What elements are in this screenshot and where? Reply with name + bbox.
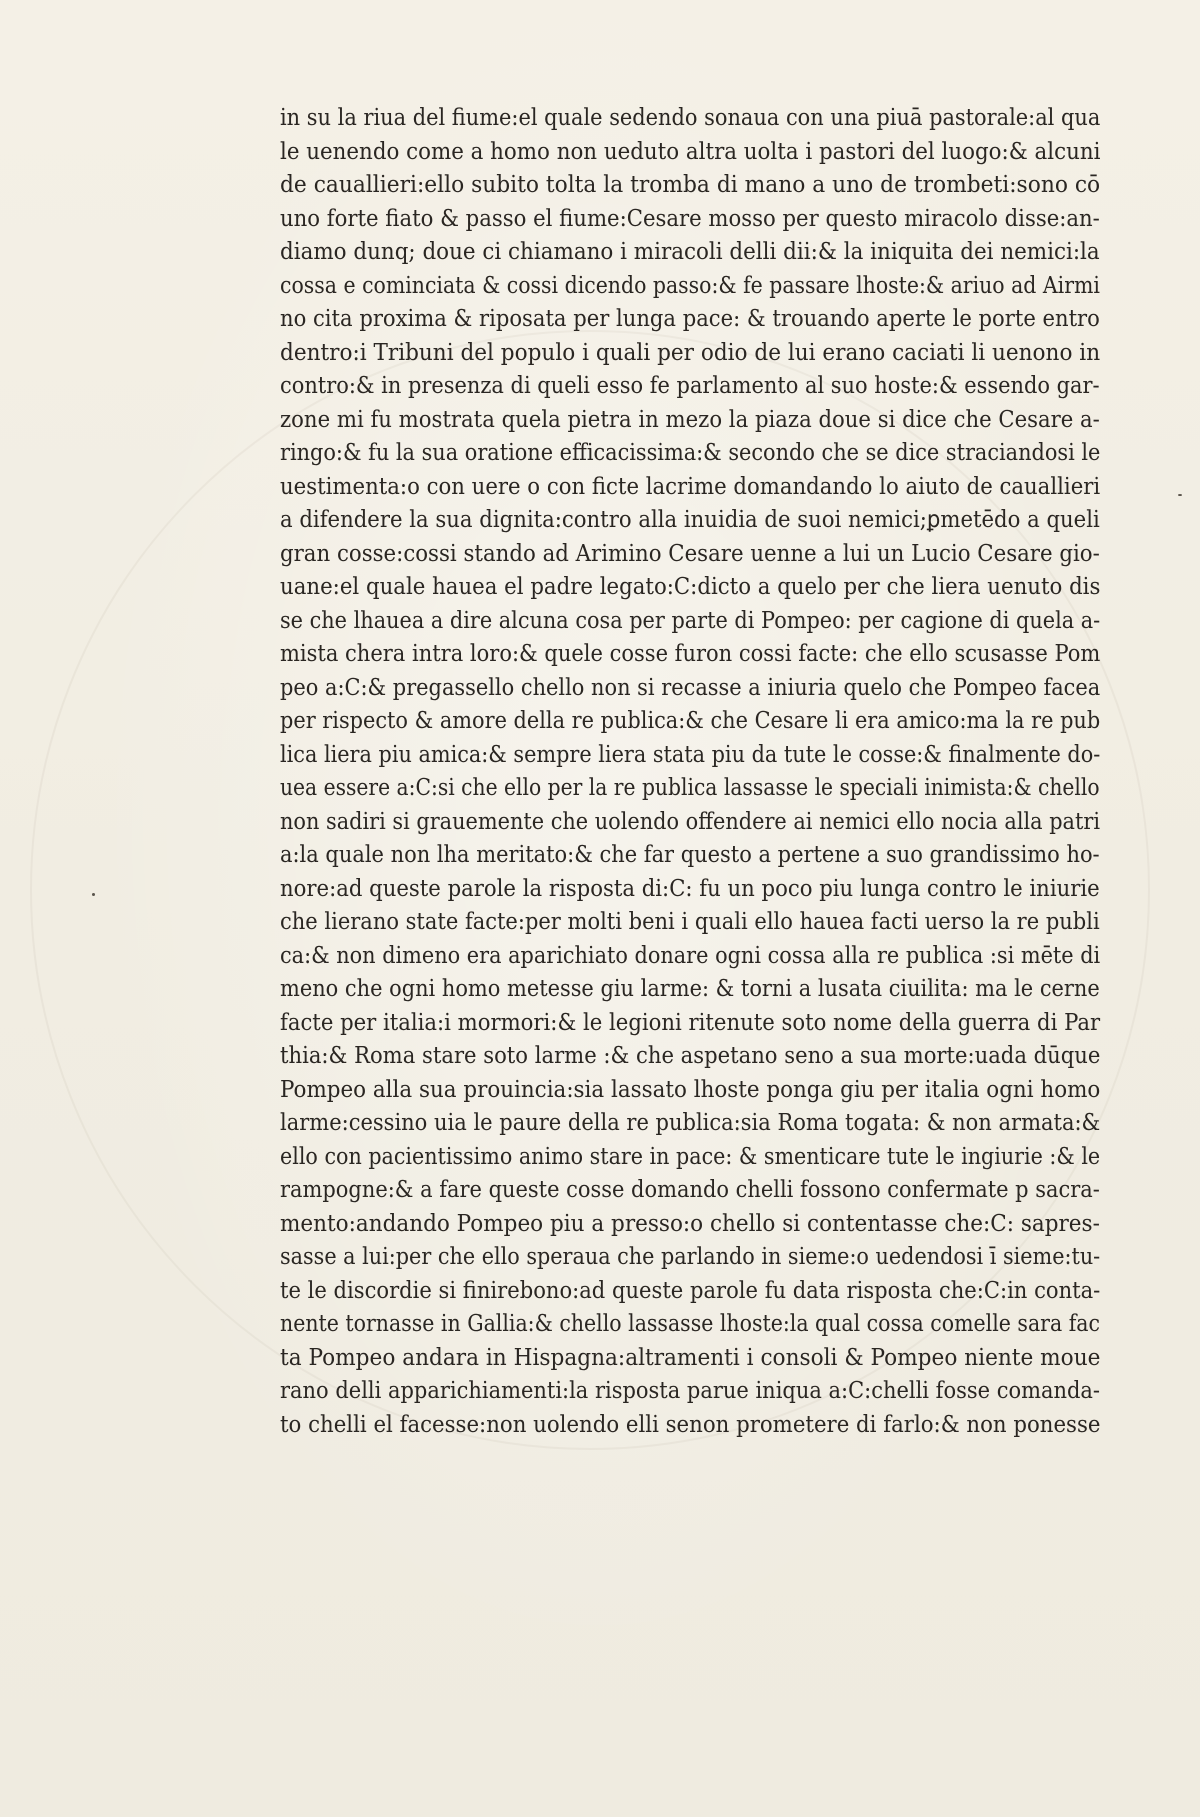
ink-speck: [92, 893, 95, 896]
text-line: facte per italia:i mormori:& le legioni ritenute soto nome della guerra di Par: [280, 1009, 1101, 1036]
text-line: se che lhauea a dire alcuna cosa per parte di Pompeo: per cagione di quela a-: [280, 607, 1101, 634]
text-line: Pompeo alla sua prouincia:sia lassato lhoste ponga giu per italia ogni homo: [280, 1076, 1101, 1103]
text-line: larme:cessino uia le paure della re publica:sia Roma togata: & non armata:&: [280, 1110, 1101, 1136]
ink-speck: [1178, 494, 1182, 496]
text-line: a difendere la sua dignita:contro alla inuidia de suoi nemici;ꝑmetēdo a queli: [280, 507, 1100, 533]
text-line: ta Pompeo andara in Hispagna:altramenti i consoli & Pompeo niente moue: [280, 1344, 1101, 1371]
text-line: ello con pacientissimo animo stare in pace: & smenticare tute le ingiurie :& le: [280, 1143, 1101, 1170]
text-line: le uenendo come a homo non ueduto altra uolta i pastori del luogo:& alcuni: [280, 138, 1101, 165]
text-line: che lierano state facte:per molti beni i quali ello hauea facti uerso la re publi: [280, 909, 1100, 935]
text-line: zone mi fu mostrata quela pietra in mezo la piaza doue si dice che Cesare a-: [280, 406, 1100, 433]
text-line: uestimenta:o con uere o con ficte lacrime domandando lo aiuto de cauallieri: [280, 473, 1101, 500]
text-line: diamo dunq; doue ci chiamano i miracoli delli dii:& la iniquita dei nemici:la: [280, 239, 1100, 265]
text-line: no cita proxima & riposata per lunga pace: & trouando aperte le porte entro: [280, 306, 1100, 332]
text-line: ringo:& fu la sua oratione efficacissima:& secondo che se dice straciandosi le: [280, 440, 1101, 466]
text-line: rampogne:& a fare queste cosse domando chelli fossono confermate p sacra-: [280, 1177, 1100, 1203]
text-line: thia:& Roma stare soto larme :& che aspetano seno a sua morte:uada dūque: [280, 1043, 1101, 1069]
text-line: mista chera intra loro:& quele cosse furon cossi facte: che ello scusasse Pom: [280, 641, 1101, 667]
text-line: non sadiri si grauemente che uolendo offendere ai nemici ello nocia alla patri: [280, 808, 1100, 835]
text-line: te le discordie si finirebono:ad queste parole fu data risposta che:C:in conta-: [280, 1277, 1101, 1304]
text-line: cossa e cominciata & cossi dicendo passo:& fe passare lhoste:& ariuo ad Airmi: [280, 272, 1100, 299]
text-line: rano delli apparichiamenti:la risposta parue iniqua a:C:chelli fosse comanda-: [280, 1378, 1101, 1404]
text-line: de cauallieri:ello subito tolta la tromba di mano a uno de trombeti:sono cō: [280, 172, 1101, 198]
text-line: to chelli el facesse:non uolendo elli senon prometere di farlo:& non ponesse: [280, 1411, 1101, 1438]
text-line: sasse a lui:per che ello speraua che parlando in sieme:o uedendosi ī sieme:tu-: [280, 1244, 1101, 1270]
text-block: [280, 102, 1100, 1442]
text-line: peo a:C:& pregassello chello non si recasse a iniuria quelo che Pompeo facea: [280, 674, 1101, 701]
text-line: nore:ad queste parole la risposta di:C: fu un poco piu lunga contro le iniurie: [280, 875, 1100, 902]
text-line: uno forte fiato & passo el fiume:Cesare mosso per questo miracolo disse:an-: [280, 205, 1100, 232]
text-line: meno che ogni homo metesse giu larme: & torni a lusata ciuilita: ma le cerne: [280, 976, 1100, 1002]
text-line: nente tornasse in Gallia:& chello lassasse lhoste:la qual cossa comelle sara fac: [280, 1311, 1101, 1337]
text-line: uane:el quale hauea el padre legato:C:dicto a quelo per che liera uenuto dis: [280, 574, 1101, 600]
text-line: contro:& in presenza di queli esso fe parlamento al suo hoste:& essendo gar-: [280, 373, 1100, 399]
text-line: per rispecto & amore della re publica:& che Cesare li era amico:ma la re pub: [280, 708, 1101, 734]
text-line: uea essere a:C:si che ello per la re publica lassasse le speciali inimista:& chello: [280, 775, 1100, 801]
text-line: in su la riua del fiume:el quale sedendo sonaua con una piuā pastorale:al qua: [280, 105, 1101, 131]
text-line: lica liera piu amica:& sempre liera stata piu da tute le cosse:& finalmente do-: [280, 741, 1101, 768]
text-line: dentro:i Tribuni del populo i quali per odio de lui erano caciati li uenono in: [280, 339, 1101, 366]
text-line: ca:& non dimeno era aparichiato donare ogni cossa alla re publica :si mēte di: [280, 942, 1101, 969]
text-line: a:la quale non lha meritato:& che far questo a pertene a suo grandissimo ho-: [280, 842, 1100, 868]
text-line: gran cosse:cossi stando ad Arimino Cesare uenne a lui un Lucio Cesare gio-: [280, 540, 1100, 567]
text-line: mento:andando Pompeo piu a presso:o chello si contentasse che:C: sapres-: [280, 1210, 1100, 1237]
